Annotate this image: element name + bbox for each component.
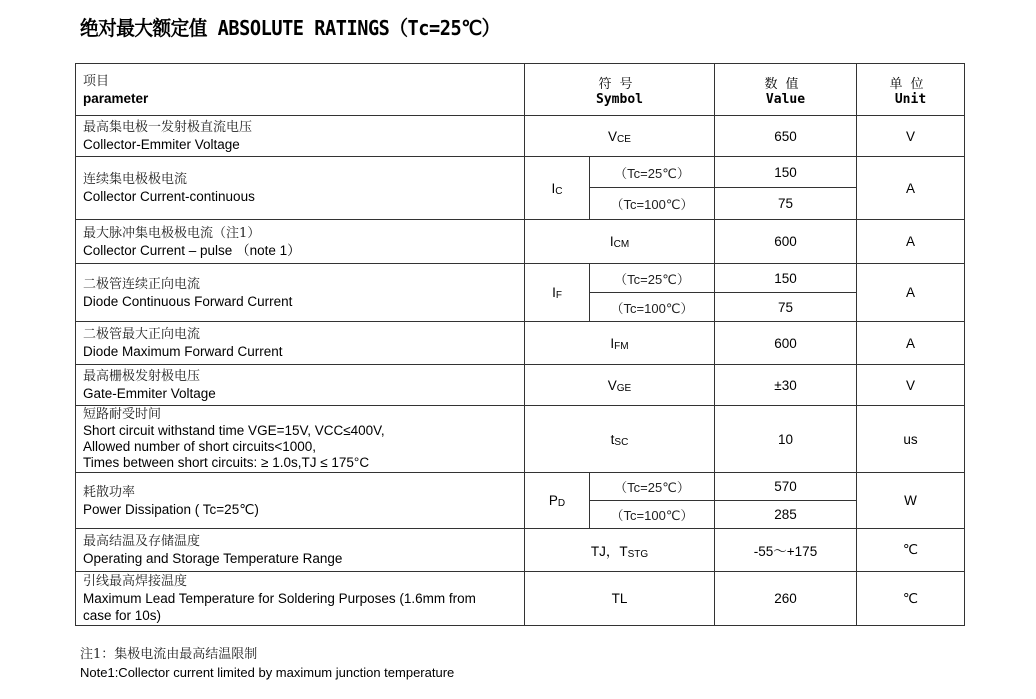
symbol: I — [610, 335, 615, 351]
symbol-cell — [525, 529, 715, 572]
param-cn: 连续集电极极电流 — [83, 172, 188, 187]
symbol-sub: CE — [617, 133, 631, 145]
symbol-sub: C — [555, 185, 563, 197]
symbol-cell — [525, 365, 715, 406]
symbol-sub: FM — [614, 340, 629, 352]
value-cell: 260 — [715, 572, 857, 626]
value-cell: 285 — [715, 501, 857, 529]
value-cell: 10 — [715, 406, 857, 473]
unit-cell: ℃ — [857, 572, 965, 626]
param-en: Short circuit withstand time VGE=15V, VCC≤400V, — [83, 423, 385, 438]
table-row — [76, 157, 965, 188]
param-en: Times between short circuits: ≥ 1.0s,TJ ≤ 175°C — [83, 455, 370, 470]
header-value-cn: 数值 — [764, 76, 807, 92]
table-row — [76, 529, 965, 572]
param-en: Allowed number of short circuits<1000, — [83, 439, 316, 454]
unit-cell: V — [857, 116, 965, 157]
symbol-sub: D — [557, 498, 566, 509]
value-cell: 600 — [715, 220, 857, 264]
unit-cell: A — [857, 264, 965, 322]
symbol-cell — [525, 264, 590, 322]
table-row — [76, 365, 965, 406]
value-cell: 75 — [715, 293, 857, 322]
value-cell: ±30 — [715, 365, 857, 406]
param-en: Gate-Emmiter Voltage — [83, 386, 216, 401]
symbol: TL — [611, 591, 628, 606]
note-en: Note1:Collector current limited by maximum junction temperature — [80, 665, 455, 680]
value-cell: 600 — [715, 322, 857, 365]
symbol-cell — [525, 406, 715, 473]
unit-cell: A — [857, 157, 965, 220]
symbol-sub: STG — [627, 549, 649, 560]
condition-cell: （Tc=100℃） — [590, 501, 715, 529]
header-row — [76, 64, 965, 116]
value-cell: 75 — [715, 188, 857, 220]
param-cn: 最高结温及存储温度 — [83, 534, 201, 549]
param-en: Operating and Storage Temperature Range — [83, 551, 343, 566]
header-param-cn: 项目 — [83, 73, 110, 89]
symbol-cell — [525, 220, 715, 264]
param-cn: 最高集电极一发射极直流电压 — [83, 120, 253, 135]
table-row — [76, 406, 965, 473]
symbol-cell — [525, 322, 715, 365]
symbol: TJ，T — [590, 544, 628, 559]
symbol-sub: GE — [616, 382, 632, 394]
table-row — [76, 220, 965, 264]
table-row — [76, 473, 965, 501]
param-en: Diode Maximum Forward Current — [83, 344, 283, 359]
unit-cell: W — [857, 473, 965, 529]
condition-cell: （Tc=25℃） — [590, 264, 715, 293]
header-symbol-cn: 符号 — [598, 76, 641, 92]
condition-cell: （Tc=25℃） — [590, 473, 715, 501]
param-cn: 二极管最大正向电流 — [83, 327, 201, 342]
param-cn: 短路耐受时间 — [83, 407, 162, 422]
header-unit-en: Unit — [894, 91, 927, 107]
absolute-ratings-table — [75, 63, 965, 626]
condition-cell: （Tc=25℃） — [590, 157, 715, 188]
value-cell: 150 — [715, 157, 857, 188]
value-cell: 570 — [715, 473, 857, 501]
param-cn: 最高栅极发射极电压 — [83, 369, 201, 384]
param-cn: 最大脉冲集电极极电流（注1） — [83, 225, 261, 241]
header-symbol-en: Symbol — [596, 91, 643, 107]
param-en: Diode Continuous Forward Current — [83, 293, 293, 309]
symbol: V — [608, 128, 618, 144]
header-param-en: parameter — [83, 90, 149, 106]
note-cn: 注1：集极电流由最高结温限制 — [80, 647, 258, 662]
param-en: Power Dissipation ( Tc=25℃) — [83, 501, 259, 517]
symbol-sub: SC — [614, 436, 629, 448]
param-cn: 引线最高焊接温度 — [83, 574, 188, 589]
condition-cell: （Tc=100℃） — [590, 293, 715, 322]
table-row — [76, 572, 965, 626]
param-en: Maximum Lead Temperature for Soldering Purposes (1.6mm from — [83, 591, 476, 606]
symbol: I — [551, 180, 556, 196]
value-cell: 650 — [715, 116, 857, 157]
header-unit-cn: 单位 — [889, 76, 932, 92]
symbol-sub: F — [555, 290, 562, 301]
table-row — [76, 264, 965, 293]
param-en: case for 10s) — [83, 608, 162, 623]
header-value-en: Value — [765, 91, 806, 107]
param-cn: 耗散功率 — [83, 484, 136, 500]
unit-cell: A — [857, 322, 965, 365]
page-title: 绝对最大额定值 ABSOLUTE RATINGS（Tc=25℃） — [80, 16, 500, 40]
param-cn: 二极管连续正向电流 — [83, 276, 201, 292]
symbol: I — [609, 234, 614, 249]
symbol-cell — [525, 157, 590, 220]
param-en: Collector Current – pulse （note 1） — [83, 242, 301, 258]
unit-cell: V — [857, 365, 965, 406]
symbol: P — [548, 493, 558, 508]
symbol: I — [552, 285, 556, 300]
param-en: Collector-Emmiter Voltage — [83, 137, 240, 152]
unit-cell: us — [857, 406, 965, 473]
table-row — [76, 116, 965, 157]
symbol-sub: CM — [613, 239, 630, 250]
value-cell: -55～+175 — [715, 529, 857, 572]
unit-cell: ℃ — [857, 529, 965, 572]
condition-cell: （Tc=100℃） — [590, 188, 715, 220]
unit-cell: A — [857, 220, 965, 264]
symbol: V — [607, 377, 617, 393]
symbol-cell — [525, 473, 590, 529]
footnotes — [80, 646, 454, 682]
table-row — [76, 322, 965, 365]
symbol-cell — [525, 572, 715, 626]
param-en: Collector Current-continuous — [83, 189, 255, 204]
value-cell: 150 — [715, 264, 857, 293]
symbol-cell — [525, 116, 715, 157]
symbol: t — [610, 431, 615, 447]
